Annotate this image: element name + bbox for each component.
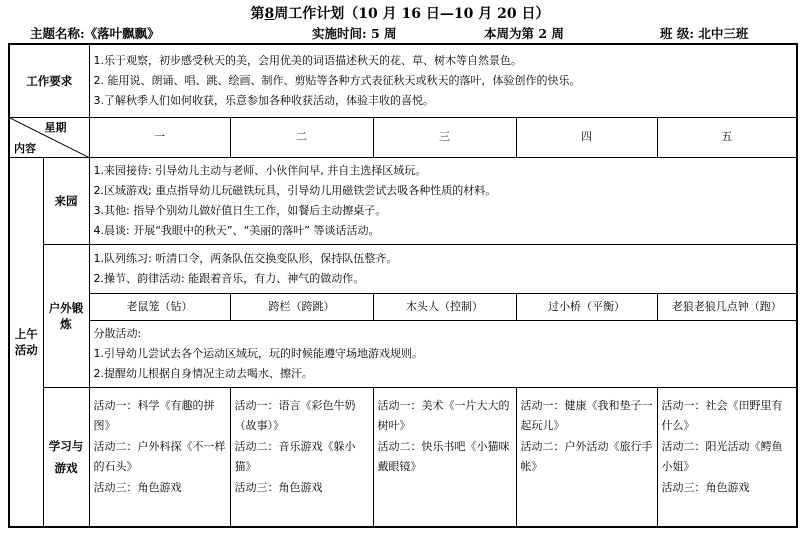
scattered-row (9, 320, 797, 387)
page-title (0, 3, 800, 23)
duration: 实施时间: 5 周 (312, 26, 397, 41)
study-day-cell (373, 387, 516, 527)
requirement-item: 2. 能用说、朗诵、唱、跳、绘画、制作、剪贴等各种方式表征秋天或秋天的落叶，体验创作的快乐。 (93, 73, 581, 87)
outdoor-game: 木头人（控制） (373, 293, 516, 320)
header-diagonal-cell (9, 117, 89, 157)
outdoor-drill-list (89, 244, 797, 293)
arrival-label: 来园 (43, 157, 89, 244)
study-activities: 活动一：语言《彩色牛奶（故事）》 活动二：音乐游戏《躲小猫》 活动三：角色游戏 (234, 398, 356, 494)
current-week: 本周为第 2 周 (484, 26, 564, 41)
class-name: 班 级: 北中三班 (660, 26, 749, 41)
study-activities: 活动一：美术《一片大大的树叶》 活动二：快乐书吧《小猫咪戴眼镜》 (377, 398, 510, 473)
outdoor-drill-row (9, 244, 797, 293)
study-row (9, 387, 797, 527)
scattered-item: 1.引导幼儿尝试去各个运动区域玩，玩的时候能遵守场地游戏规则。 (93, 346, 423, 360)
requirements-label: 工作要求 (9, 44, 89, 117)
weekday-label: 星期 (44, 120, 67, 134)
arrival-item: 2.区域游戏; 重点指导幼儿玩磁铁玩具，引导幼儿用磁铁尝试去吸各种性质的材料。 (93, 183, 497, 197)
arrival-item: 3.其他: 指导个别幼儿做好值日生工作，如餐后主动擦桌子。 (93, 203, 387, 217)
study-label: 学习与游戏 (43, 387, 89, 527)
study-activities: 活动一：健康《我和垫子一起玩儿》 活动二：户外活动《旅行手帐》 (520, 398, 653, 473)
day-header: 三 (373, 117, 516, 157)
requirement-item: 3.了解秋季人们如何收获，乐意参加各种收获活动，体验丰收的喜悦。 (93, 93, 434, 107)
scattered-list (89, 320, 797, 387)
arrival-item: 4.晨谈: 开展“我眼中的秋天”、“美丽的落叶” 等谈话活动。 (93, 223, 380, 237)
outdoor-item: 1.队列练习: 听清口令，两条队伍交换变队形，保持队伍整齐。 (93, 251, 398, 265)
outdoor-game: 过小桥（平衡） (516, 293, 657, 320)
week-number: 8 (264, 6, 275, 22)
requirements-row (9, 44, 797, 117)
arrival-item: 1.来园接待: 引导幼儿主动与老师、小伙伴问早, 并自主选择区域玩。 (93, 163, 427, 177)
day-header: 一 (89, 117, 230, 157)
content-label: 内容 (14, 141, 36, 155)
outdoor-games-row (9, 293, 797, 320)
study-day-cell (516, 387, 657, 527)
outdoor-item: 2.操节、韵律活动: 能跟着音乐，有力、神气的做动作。 (93, 271, 365, 285)
arrival-list (89, 157, 797, 244)
day-header: 二 (230, 117, 373, 157)
study-activities: 活动一：科学《有趣的拼图》 活动二：户外科探《不一样的石头》 活动三：角色游戏 (93, 398, 226, 494)
header-row (9, 117, 797, 157)
study-day-cell (89, 387, 230, 527)
study-activities: 活动一：社会《田野里有什么》 活动二：阳光活动《鳄鱼小姐》 活动三：角色游戏 (661, 398, 783, 494)
title-prefix: 第 (250, 6, 265, 22)
requirement-item: 1.乐于观察，初步感受秋天的美，会用优美的词语描述秋天的花、草、树木等自然景色。 (93, 53, 522, 67)
outdoor-label: 户外锻炼 (43, 244, 89, 387)
outdoor-game: 跨栏（跨跳） (230, 293, 373, 320)
arrival-row (9, 157, 797, 244)
theme-name: 主题名称:《落叶飘飘》 (30, 26, 160, 41)
meta-row (0, 24, 800, 42)
study-day-cell (657, 387, 797, 527)
day-header: 五 (657, 117, 797, 157)
morning-activities-label: 上午活动 (9, 157, 43, 527)
outdoor-game: 老鼠笼（钻） (89, 293, 230, 320)
day-header: 四 (516, 117, 657, 157)
scattered-item: 分散活动: (93, 326, 142, 340)
title-suffix: 周工作计划（10 月 16 日—10 月 20 日） (274, 6, 550, 22)
scattered-item: 2.提醒幼儿根据自身情况主动去喝水、擦汗。 (93, 366, 313, 380)
study-day-cell (230, 387, 373, 527)
plan-table (8, 43, 798, 528)
outdoor-game: 老狼老狼几点钟（跑） (657, 293, 797, 320)
requirements-list (89, 44, 797, 117)
